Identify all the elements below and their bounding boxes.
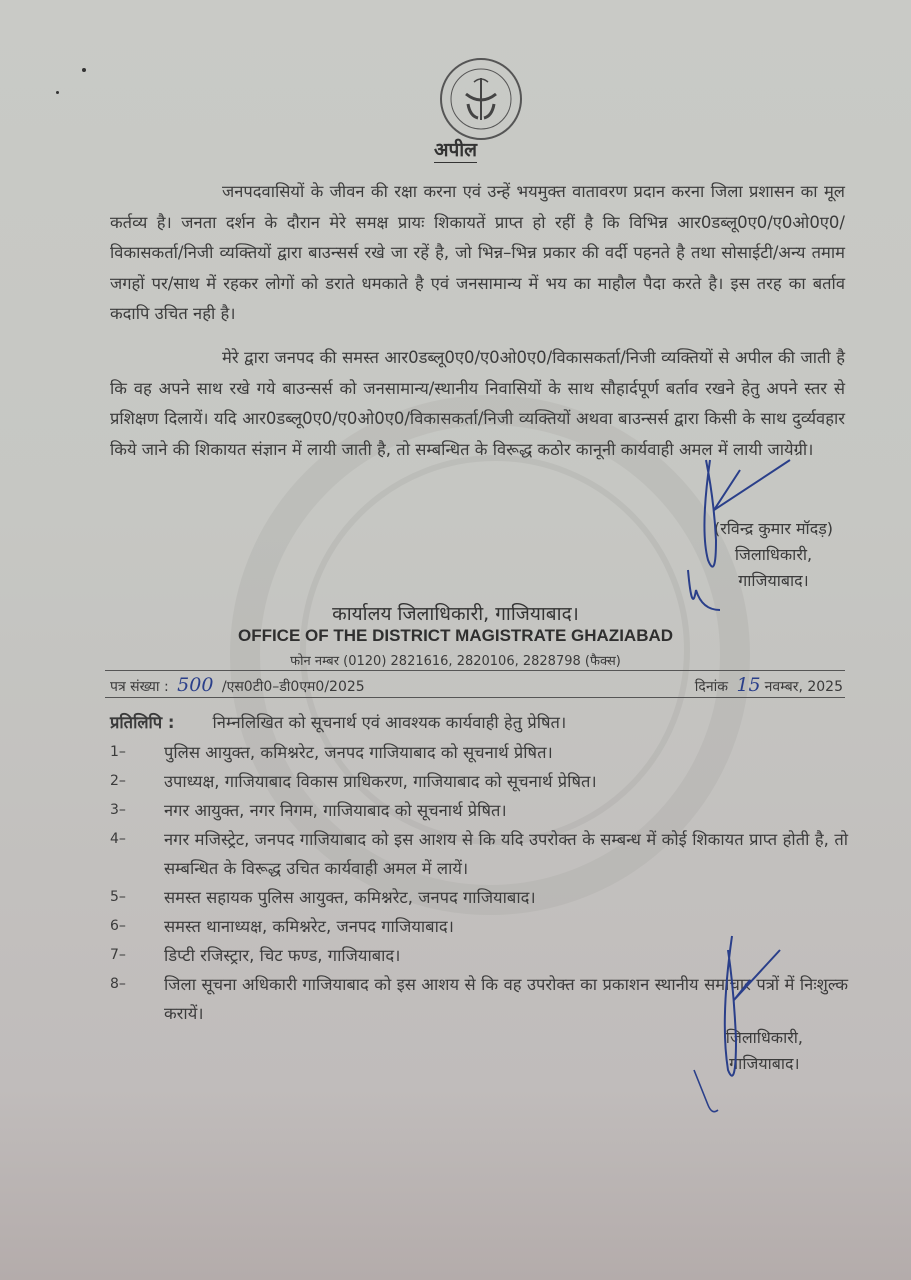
- paragraph-1: जनपदवासियों के जीवन की रक्षा करना एवं उन्हें भयमुक्त वातावरण प्रदान करना जिला प्रशासन का मूल कर्तव्य है। जनता दर्शन के दौरान मेरे समक्ष प्रायः शिकायतें प्राप्त हो रहीं है कि विभिन्न आर0डब्लू0ए0/ए0ओ0ए0/विकासकर्ता/निजी व्यक्तियों द्वारा बाउन्सर्स रखे जा रहें है, जो भिन्न–भिन्न प्रकार की वर्दी पहनते है तथा सोसाईटी/अन्य तमाम जगहों पर/साथ में रहकर लोगों को डराते धमकाते है एवं जनसामान्य में भय का माहौल पैदा करते है। इस तरह का बर्ताव कदापि उचित नही है।: [110, 182, 845, 323]
- office-name-hindi: कार्यालय जिलाधिकारी, गाजियाबाद।: [332, 603, 579, 625]
- office-phone: फोन नम्बर (0120) 2821616, 2820106, 2828798 (फैक्स): [290, 654, 621, 669]
- divider: [105, 670, 845, 671]
- footer-place: गाजियाबाद।: [729, 1054, 800, 1073]
- signatory-name: (रविन्द्र कुमार मॉदड़): [714, 519, 833, 538]
- reference-number-handwritten: 500: [177, 674, 214, 696]
- up-govt-emblem-icon: [440, 58, 522, 140]
- date-day-handwritten: 15: [736, 674, 761, 696]
- copy-to-header: प्रतिलिपि : निम्नलिखित को सूचनार्थ एवं आवश्यक कार्यवाही हेतु प्रेषित।: [110, 713, 567, 732]
- page-title: अपील: [433, 139, 478, 161]
- copy-to-list: [110, 738, 848, 1028]
- footer-signatory-block: [726, 1025, 803, 1077]
- paragraph-2: मेरे द्वारा जनपद की समस्त आर0डब्लू0ए0/ए0ओ0ए0/विकासकर्ता/निजी व्यक्तियों से अपील की जाती है कि वह अपने साथ रखे गये बाउन्सर्स को जनसामान्य/स्थानीय निवासियों के साथ सौहार्दपूर्ण बर्ताव रखने हेतु अपने स्तर से प्रशिक्षण दिलायें। यदि आर0डब्लू0ए0/ए0ओ0ए0/विकासकर्ता/निजी व्यक्तियों अथवा बाउन्सर्स द्वारा किसी के साथ दुर्व्यवहार किये जाने की शिकायत संज्ञान में लायी जाती है, तो सम्बन्धित के विरूद्ध कठोर कानूनी कार्यवाही अमल में लायी जायेग्री।: [110, 348, 845, 459]
- signatory-block: [714, 516, 833, 594]
- list-item: 3– नगर आयुक्त, नगर निगम, गाजियाबाद को सूचनार्थ प्रेषित।: [110, 801, 507, 820]
- list-item: 7– डिप्टी रजिस्ट्रार, चिट फण्ड, गाजियाबाद।: [110, 946, 401, 965]
- list-item: 5– समस्त सहायक पुलिस आयुक्त, कमिश्नरेट, जनपद गाजियाबाद।: [110, 888, 536, 907]
- list-item: 6– समस्त थानाध्यक्ष, कमिश्नरेट, जनपद गाजियाबाद।: [110, 917, 454, 936]
- list-item: 4– नगर मजिस्ट्रेट, जनपद गाजियाबाद को इस आशय से कि यदि उपरोक्त के सम्बन्ध में कोई शिकायत प्राप्त होती है, तो सम्बन्धित के विरूद्ध उचित कार्यवाही अमल में लायें।: [110, 830, 848, 878]
- paper-speck: [56, 91, 59, 94]
- letter-reference: पत्र संख्या : 500 /एस0टी0–डी0एम0/2025: [110, 674, 365, 696]
- list-item: 8– जिला सूचना अधिकारी गाजियाबाद को इस आशय से कि वह उपरोक्त का प्रकाशन स्थानीय समाचार पत्रों में निःशुल्क करायें।: [110, 975, 848, 1023]
- letter-date: दिनांक 15 नवम्बर, 2025: [694, 674, 843, 696]
- signatory-place: गाजियाबाद।: [738, 571, 809, 590]
- list-item: 2– उपाध्यक्ष, गाजियाबाद विकास प्राधिकरण, गाजियाबाद को सूचनार्थ प्रेषित।: [110, 772, 597, 791]
- divider: [105, 697, 845, 698]
- list-item: 1– पुलिस आयुक्त, कमिश्नरेट, जनपद गाजियाबाद को सूचनार्थ प्रेषित।: [110, 743, 553, 762]
- footer-designation: जिलाधिकारी,: [725, 1028, 803, 1047]
- office-name-english: OFFICE OF THE DISTRICT MAGISTRATE GHAZIABAD: [237, 626, 674, 645]
- paper-speck: [82, 68, 86, 72]
- signatory-designation: जिलाधिकारी,: [734, 545, 813, 564]
